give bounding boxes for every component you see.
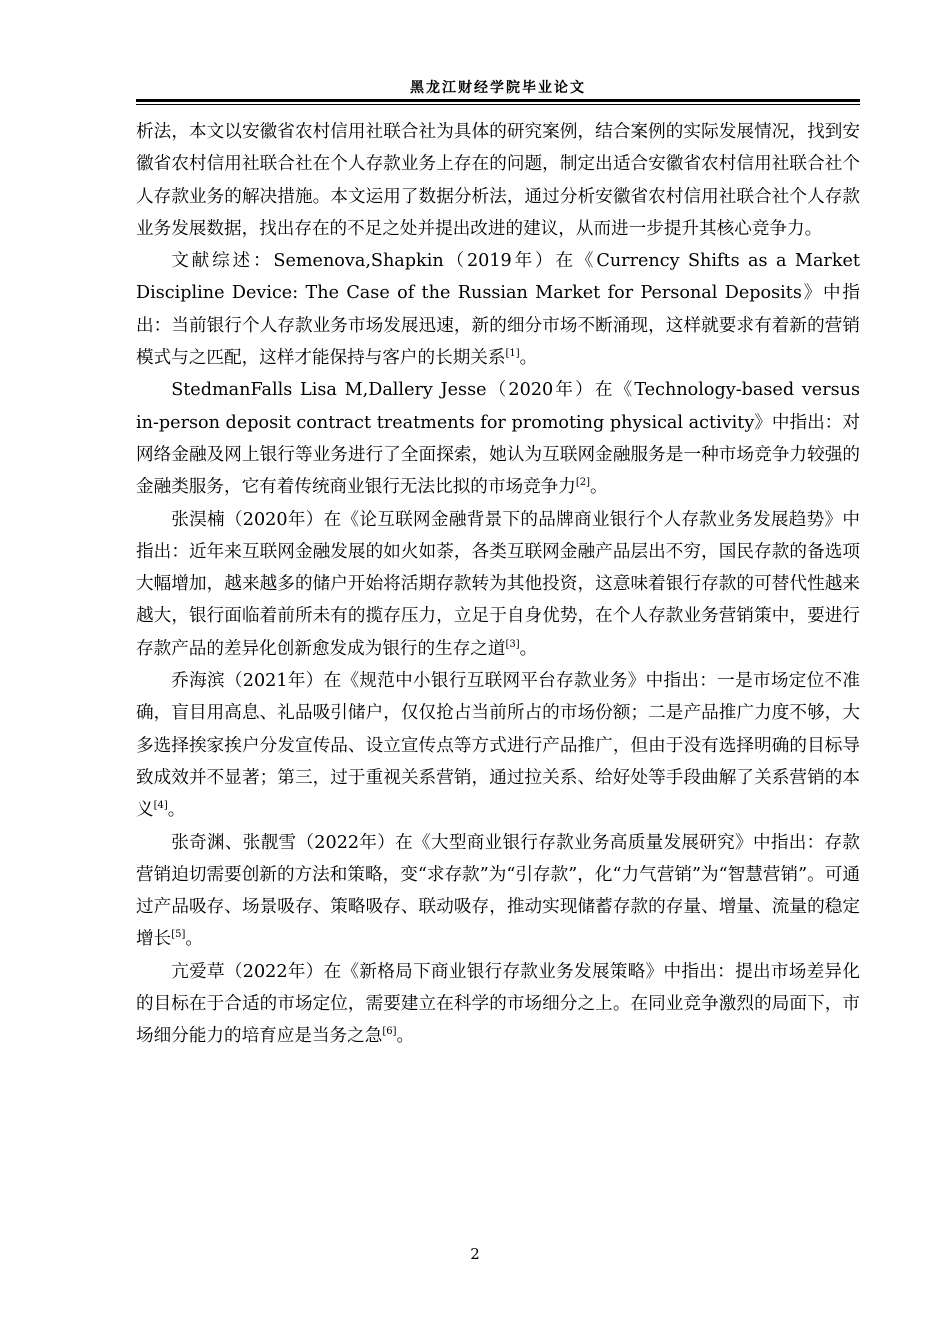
paragraph-text: 文献综述：Semenova,Shapkin（2019年）在《Currency Shifts as a Market Discipline Device: The Case of the Russian Market for Personal Deposits》中指出：当前银行个人存款业务市场发展迅速，新的细分市场不断涌现，这样就要求有着新的营销模式与之匹配，这样才能保持与客户的长期关系 (136, 251, 860, 369)
paragraph-text: 张奇渊、张靓雪（2022年）在《大型商业银行存款业务高质量发展研究》中指出：存款营销迫切需要创新的方法和策略，变“求存款”为“引存款”，化“力气营销”为“智慧营销”。可通过产品吸存、场景吸存、策略吸存、联动吸存，推动实现储蓄存款的存量、增量、流量的稳定增长 (136, 832, 860, 950)
page-header-title: 黑龙江财经学院毕业论文 (410, 80, 586, 96)
paragraph-qiao-haibin (136, 665, 860, 826)
paragraph-tail: 。 (396, 1026, 415, 1047)
paragraph-text: 亢爱草（2022年）在《新格局下商业银行存款业务发展策略》中指出：提出市场差异化的目标在于合适的市场定位，需要建立在科学的市场细分之上。在同业竞争激烈的局面下，市场细分能力的培育应是当务之急 (136, 961, 860, 1047)
paragraph-zhang-haonan (136, 504, 860, 665)
paragraph-text: StedmanFalls Lisa M,Dallery Jesse（2020年）在《Technology-based versus in-person deposit contract treatments for promoting physical activity》中指出：对网络金融及网上银行等业务进行了全面探索，她认为互联网金融服务是一种市场竞争力较强的金融类服务，它有着传统商业银行无法比拟的市场竞争力 (136, 380, 860, 498)
paragraph-continuation (136, 116, 860, 245)
paragraph-stedmanfalls (136, 374, 860, 503)
body-text (136, 116, 860, 1053)
citation-ref: [1] (505, 348, 520, 360)
paragraph-tail: 。 (185, 929, 203, 950)
paragraph-text: 乔海滨（2021年）在《规范中小银行互联网平台存款业务》中指出：一是市场定位不准确，盲目用高息、礼品吸引储户，仅仅抢占当前所占的市场份额；二是产品推广力度不够，大多选择挨家挨户分发宣传品、设立宣传点等方式进行产品推广，但由于没有选择明确的目标导致成效并不显著；第三，过于重视关系营销，通过拉关系、给好处等手段曲解了关系营销的本义 (136, 671, 860, 821)
header-rule-thin (136, 104, 860, 105)
paragraph-text: 张淏楠（2020年）在《论互联网金融背景下的品牌商业银行个人存款业务发展趋势》中指出：近年来互联网金融发展的如火如荼，各类互联网金融产品层出不穷，国民存款的备选项大幅增加，越来越多的储户开始将活期存款转为其他投资，这意味着银行存款的可替代性越来越大，银行面临着前所未有的揽存压力，立足于自身优势，在个人存款业务营销策中，要进行存款产品的差异化创新愈发成为银行的生存之道 (136, 509, 860, 659)
paragraph-kang-aicao (136, 956, 860, 1053)
header-rule-thick (136, 99, 860, 102)
citation-ref: [6] (382, 1026, 397, 1038)
paragraph-tail: 。 (519, 348, 538, 369)
citation-ref: [4] (153, 800, 168, 812)
paragraph-zhang-qiyuan (136, 827, 860, 956)
paragraph-tail: 。 (519, 638, 538, 659)
citation-ref: [3] (505, 638, 520, 650)
paragraph-tail: 。 (590, 477, 608, 498)
paragraph-text: 析法，本文以安徽省农村信用社联合社为具体的研究案例，结合案例的实际发展情况，找到安徽省农村信用社联合社在个人存款业务上存在的问题，制定出适合安徽省农村信用社联合社个人存款业务的解决措施。本文运用了数据分析法，通过分析安徽省农村信用社联合社个人存款业务发展数据，找出存在的不足之处并提出改进的建议，从而进一步提升其核心竞争力。 (136, 122, 860, 239)
paragraph-literature-review (136, 245, 860, 374)
paragraph-tail: 。 (167, 800, 186, 821)
page-number: 2 (470, 1245, 480, 1263)
citation-ref: [2] (575, 477, 591, 489)
citation-ref: [5] (171, 929, 186, 941)
